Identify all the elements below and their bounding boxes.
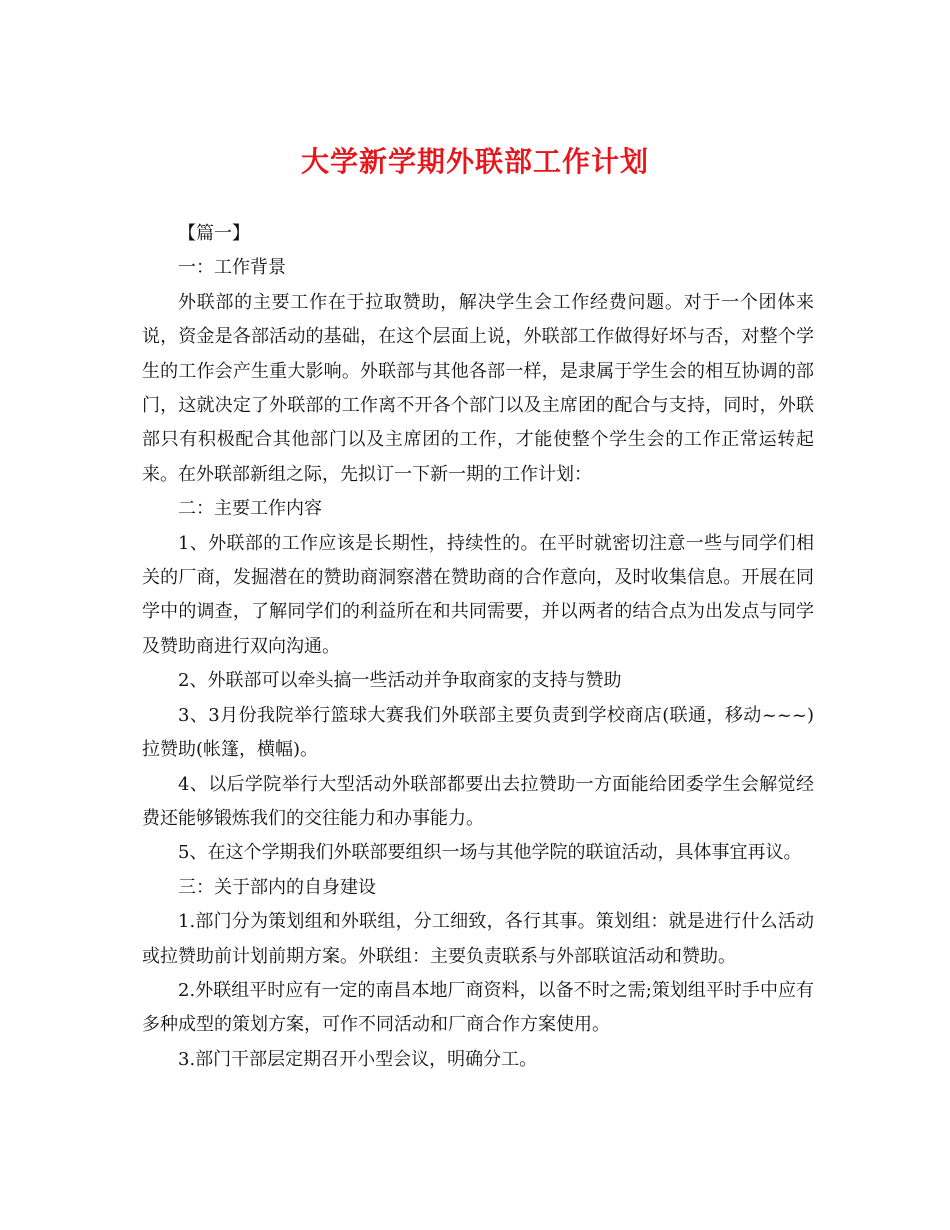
heading-work-background: 一：工作背景 bbox=[178, 257, 286, 279]
list-item-4: 4、以后学院举行大型活动外联部都要出去拉赞助一方面能给团委学生会解觉经费还能够锻炼我们的交往能力和办事能力。 bbox=[142, 773, 814, 829]
section-tag: 【篇一】 bbox=[178, 223, 250, 244]
building-item-1: 1.部门分为策划组和外联组，分工细致，各行其事。策划组：就是进行什么活动或拉赞助前计划前期方案。外联组：主要负责联系与外部联谊活动和赞助。 bbox=[142, 911, 814, 967]
heading-self-building: 三：关于部内的自身建设 bbox=[178, 876, 376, 898]
list-item-1: 1、外联部的工作应该是长期性，持续性的。在平时就密切注意一些与同学们相关的厂商，发掘潜在的赞助商洞察潜在赞助商的合作意向，及时收集信息。开展在同学中的调查，了解同学们的利益所在和共同需要，并以两者的结合点为出发点与同学及赞助商进行双向沟通。 bbox=[142, 532, 814, 657]
list-item-2: 2、外联部可以牵头搞一些活动并争取商家的支持与赞助 bbox=[178, 670, 622, 692]
building-item-2: 2.外联组平时应有一定的南昌本地厂商资料，以备不时之需;策划组平时手中应有多种成型的策划方案，可作不同活动和厂商合作方案使用。 bbox=[142, 979, 814, 1036]
document-title: 大学新学期外联部工作计划 bbox=[300, 145, 649, 178]
document-body bbox=[142, 217, 814, 1077]
list-item-5: 5、在这个学期我们外联部要组织一场与其他学院的联谊活动，具体事宜再议。 bbox=[178, 842, 802, 864]
building-item-3: 3.部门干部层定期召开小型会议，明确分工。 bbox=[178, 1048, 538, 1070]
paragraph-background: 外联部的主要工作在于拉取赞助，解决学生会工作经费问题。对于一个团体来说，资金是各部活动的基础，在这个层面上说，外联部工作做得好坏与否，对整个学生的工作会产生重大影响。外联部与其他各部一样，是隶属于学生会的相互协调的部门，这就决定了外联部的工作离不开各个部门以及主席团的配合与支持，同时，外联部只有积极配合其他部门以及主席团的工作，才能使整个学生会的工作正常运转起来。在外联部新组之际，先拟订一下新一期的工作计划： bbox=[142, 291, 814, 485]
heading-main-content: 二：主要工作内容 bbox=[178, 498, 322, 520]
list-item-3: 3、3月份我院举行篮球大赛我们外联部主要负责到学校商店(联通，移动~~~)拉赞助(帐篷，横幅)。 bbox=[142, 704, 814, 761]
